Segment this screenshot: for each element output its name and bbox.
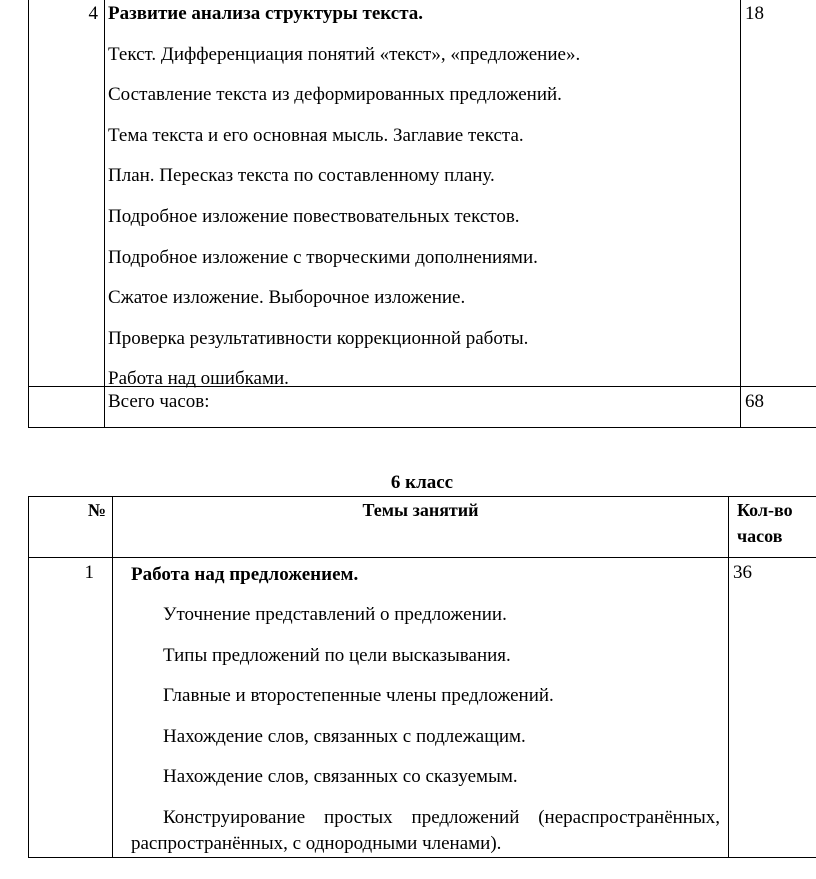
- topic-item: Подробное изложение повествовательных текстов.: [108, 205, 520, 227]
- table-row: [29, 0, 816, 387]
- grade6-program-table: [28, 496, 816, 858]
- topic-item: Работа над ошибками.: [108, 368, 289, 390]
- topics-cell: [105, 0, 741, 390]
- topic-item: Сжатое изложение. Выборочное изложение.: [108, 287, 466, 309]
- topic-item: Нахождение слов, связанных со сказуемым.: [163, 766, 518, 788]
- topic-item: Подробное изложение с творческими дополнениями.: [108, 246, 538, 268]
- empty-cell: [29, 387, 105, 428]
- topic-item: Составление текста из деформированных предложений.: [108, 84, 562, 106]
- table-row: [29, 558, 816, 858]
- total-row: [29, 387, 816, 428]
- topic-item: Уточнение представлений о предложении.: [163, 604, 507, 625]
- topics-cell: [113, 558, 729, 858]
- total-hours: 68: [741, 387, 816, 428]
- section-heading: Работа над предложением.: [131, 564, 359, 585]
- topic-item: Типы предложений по цели высказывания.: [163, 644, 511, 666]
- topic-item: Конструирование простых предложений (нераспространённых, распространённых, с однородными членами).: [131, 806, 720, 854]
- total-label: Всего часов:: [105, 387, 741, 428]
- column-header-number: №: [29, 497, 113, 558]
- grade5-program-table: [28, 0, 816, 428]
- topic-item: План. Пересказ текста по составленному плану.: [108, 165, 495, 187]
- topic-item: Текст. Дифференциация понятий «текст», «предложение».: [108, 43, 581, 65]
- column-header-topics: Темы занятий: [113, 497, 729, 558]
- topic-item: Тема текста и его основная мысль. Заглавие текста.: [108, 124, 524, 146]
- row-number: 1: [29, 558, 113, 858]
- grade-heading: 6 класс: [390, 472, 454, 493]
- row-number: 4: [29, 0, 105, 387]
- column-header-hours: Кол-во часов: [729, 497, 816, 558]
- topic-item: Нахождение слов, связанных с подлежащим.: [163, 725, 526, 747]
- topic-item: Главные и второстепенные члены предложений.: [163, 685, 554, 707]
- header-row: [29, 497, 816, 558]
- hours-cell: 18: [741, 0, 816, 387]
- hours-cell: 36: [729, 558, 816, 858]
- topic-item: Проверка результативности коррекционной работы.: [108, 327, 529, 349]
- section-heading: Развитие анализа структуры текста.: [108, 3, 424, 24]
